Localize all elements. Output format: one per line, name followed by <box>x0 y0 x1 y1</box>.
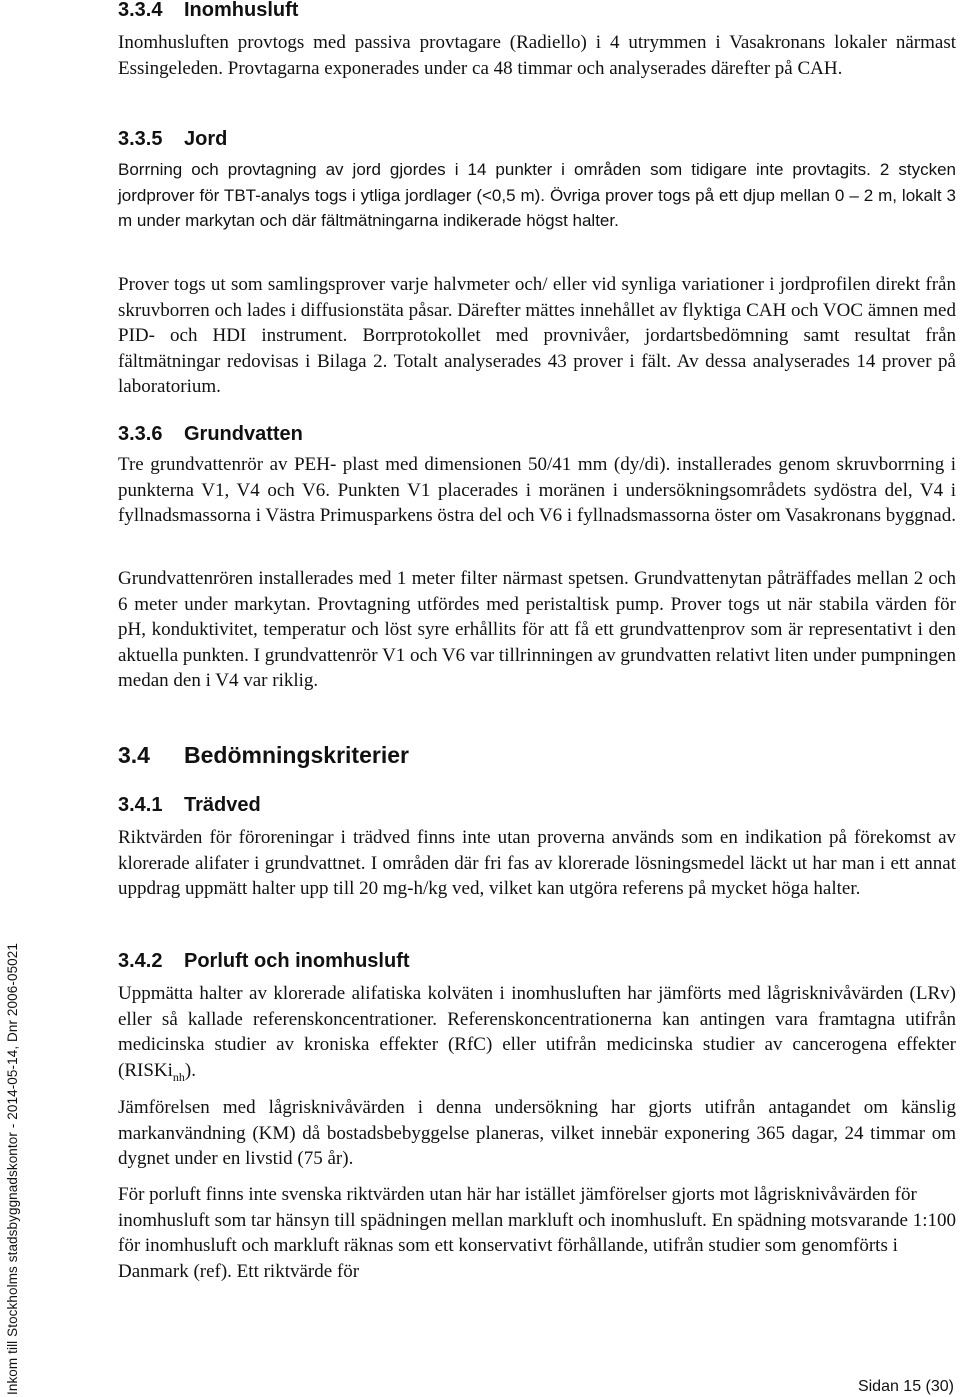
paragraph-grundvatten-1: Tre grundvattenrör av PEH- plast med dimensionen 50/41 mm (dy/di). installerades genom skruvborrning i punkterna V1, V4 och V6. Punkten V1 placerades i moränen i undersökningsområdets sydöstra del, V4 i fyllnadsmassorna i Västra Primusparkens östra del och V6 i fyllnadsmassorna öster om Vasakronans byggnad. <box>118 454 956 527</box>
heading-3-3-5 <box>118 126 956 152</box>
paragraph-grundvatten-2: Grundvattenrören installerades med 1 meter filter närmast spetsen. Grundvattenytan påträffades mellan 2 och 6 meter under markytan. Provtagning utfördes med peristaltisk pump. Prover togs ut när stabila värden för pH, konduktivitet, temperatur och löst syre erhållits för att få ett grundvattenprov som är representativt i den aktuella punkten. I grundvattenrör V1 och V6 var tillrinningen av grundvatten relativt liten under pumpningen medan den i V4 var riklig. <box>118 568 956 692</box>
heading-number: 3.3.6 <box>118 423 163 445</box>
heading-number: 3.3.4 <box>118 0 163 21</box>
heading-3-4-1 <box>118 792 956 818</box>
heading-3-3-4 <box>118 0 956 23</box>
heading-number: 3.3.5 <box>118 128 163 150</box>
sidebar-stamp <box>0 870 30 1397</box>
paragraph-porluft-1 <box>118 981 956 1090</box>
paragraph-jord-2: Prover togs ut som samlingsprover varje halvmeter och/ eller vid synliga variationer i jordprofilen direkt från skruvborren och lades i diffusionstäta påsar. Därefter mättes innehållet av flyktiga CAH och VOC ämnen med PID- och HDI instrument. Borrprotokollet med provnivåer, jordartsbedömning samt resultat från fältmätningar redovisas i Bilaga 2. Totalt analyserades 43 prover i fält. Av dessa analyserades 14 prover på laboratorium. <box>118 274 956 398</box>
heading-3-3-6 <box>118 421 956 447</box>
paragraph-tradved: Riktvärden för föroreningar i trädved finns inte utan proverna används som en indikation på förekomst av klorerade alifater i grundvattnet. I områden där fri fas av klorerade lösningsmedel läckt ut har man i ett annat uppdrag uppmätt halter upp till 20 mg-h/kg ved, vilket kan utgöra referens på mycket höga halter. <box>118 827 956 900</box>
heading-title: Bedömningskriterier <box>184 742 409 768</box>
paragraph-jord-1: Borrning och provtagning av jord gjordes i 14 punkter i områden som tidigare inte provtagits. 2 stycken jordprover för TBT-analys togs i ytliga jordlager (<0,5 m). Övriga prover togs på ett djup mellan 0 – 2 m, lokalt 3 m under markytan och där fältmätningarna indikerade högst halter. <box>118 160 956 231</box>
subscript: nh <box>172 1069 185 1084</box>
heading-title: Inomhusluft <box>184 0 299 21</box>
paragraph-inomhusluft: Inomhusluften provtogs med passiva provtagare (Radiello) i 4 utrymmen i Vasakronans lokaler närmast Essingeleden. Provtagarna exponerades under ca 48 timmar och analyserades därefter på CAH. <box>118 32 956 79</box>
heading-title: Grundvatten <box>184 423 303 445</box>
sidebar-stamp-text: Inkom till Stockholms stadsbyggnadskontor - 2014-05-14, Dnr 2006-05021 <box>5 943 20 1395</box>
heading-title: Trädved <box>184 794 261 816</box>
heading-3-4 <box>118 740 956 770</box>
paragraph-text: Uppmätta halter av klorerade alifatiska kolväten i inomhusluften har jämförts med lågrisknivåvärden (LRv) eller så kallade referenskoncentrationer. Referenskoncentrationerna kan antingen vara framtagna utifrån medicinska studier av kroniska effekter (RfC) eller utifrån medicinska studier av cancerogena effekter (RISKi <box>118 983 956 1081</box>
heading-title: Jord <box>184 128 228 150</box>
heading-title: Porluft och inomhusluft <box>184 950 410 972</box>
heading-number: 3.4.2 <box>118 950 163 972</box>
heading-number: 3.4 <box>118 742 150 768</box>
paragraph-text-end: ). <box>184 1059 196 1081</box>
heading-3-4-2 <box>118 948 956 974</box>
heading-number: 3.4.1 <box>118 794 163 816</box>
paragraph-porluft-2: Jämförelsen med lågrisknivåvärden i denna undersökning har gjorts utifrån antagandet om känslig markanvändning (KM) då bostadsbebyggelse planeras, vilket innebär exponering 365 dagar, 24 timmar om dygnet under en livstid (75 år). <box>118 1097 956 1170</box>
paragraph-porluft-3: För porluft finns inte svenska riktvärden utan här har istället jämförelser gjorts mot lågrisknivåvärden för inomhusluft som tar hänsyn till spädningen mellan markluft och inomhusluft. En spädning motsvarande 1:100 för inomhusluft och markluft räknas som ett konservativt förhållande, utifrån studier som genomförts i Danmark (ref). Ett riktvärde för <box>118 1184 956 1282</box>
page-footer: Sidan 15 (30) <box>857 1378 954 1395</box>
